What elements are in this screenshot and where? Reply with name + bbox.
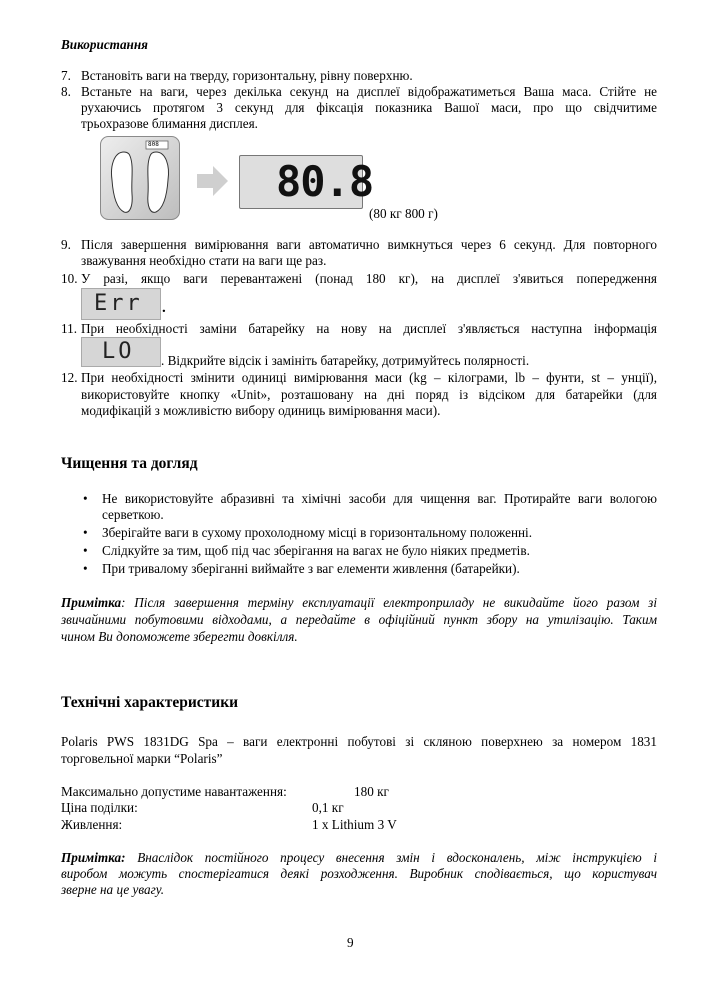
step-8-line-2: рухаючись протягом 3 секунд для фіксація показника Вашої маси, про що свідчитиме — [81, 100, 657, 115]
cleaning-note-text-1: : Після завершення терміну експлуатації електроприладу не викидайте його разом зі — [121, 595, 657, 610]
bullet-1-line-2: серветкою. — [102, 507, 164, 522]
bullet-4-marker: • — [83, 561, 88, 576]
specs-note-label: Примітка: — [61, 850, 126, 865]
specs-intro-line-2: торговельної марки “Polaris” — [61, 751, 223, 766]
cleaning-note-line-2: звичайними побутовими відходами, а передайте в офіційний пункт збору на утилізацію. Таким — [61, 612, 657, 627]
step-12-number: 12. — [61, 370, 78, 385]
specs-heading: Технічні характеристики — [61, 694, 239, 711]
step-8-line-1: Встаньте на ваги, через декілька секунд на дисплеї відображатиметься Ваша маса. Стійте не — [81, 84, 657, 99]
step-10-number: 10. — [61, 271, 78, 286]
step-12-line-1: При необхідності змінити одиниці вимірювання маси (kg – кілограми, lb – фунти, st – унції), — [81, 370, 657, 385]
spec-power-label: Живлення: — [61, 817, 123, 832]
bullet-3-marker: • — [83, 543, 88, 558]
cleaning-heading: Чищення та догляд — [61, 455, 198, 472]
page-number: 9 — [347, 935, 354, 950]
step-9-number: 9. — [61, 237, 71, 252]
err-display — [81, 288, 161, 320]
step-8-line-3: трьохразове блимання дисплея. — [81, 116, 258, 131]
bullet-3-text: Слідкуйте за тим, щоб під час зберігання на вагах не було ніяких предметів. — [102, 543, 530, 558]
step-10-text: У разі, якщо ваги перевантажені (понад 180 кг), на дисплеї з'явиться попередження — [81, 271, 657, 286]
err-display-text: Err — [94, 291, 143, 316]
specs-note-text-1: Внаслідок постійного процесу внесення змін і вдосконалень, між інструкцією і — [125, 850, 657, 865]
section-heading: Використання — [61, 37, 148, 52]
scale-illustration — [100, 136, 180, 220]
bullet-4-text: При тривалому зберіганні виймайте з ваг елементи живлення (батарейки). — [102, 561, 520, 576]
cleaning-note-line-1 — [61, 595, 657, 612]
spec-division-value: 0,1 кг — [312, 800, 344, 815]
cleaning-note-line-3: чином Ви допоможете зберегти довкілля. — [61, 629, 298, 644]
step-7-number: 7. — [61, 68, 71, 83]
spec-max-load-value: 180 кг — [354, 784, 389, 799]
cleaning-note-label: Примітка — [61, 595, 122, 610]
scale-small-display: 808 — [148, 141, 159, 148]
bullet-1-line-1: Не використовуйте абразивні та хімічні засоби для чищення ваг. Протирайте ваги вологою — [102, 491, 657, 506]
step-12-line-2: використовуйте кнопку «Unit», розташовану на дні поряд із відсіком для батарейки (для — [81, 387, 657, 402]
display-reading: 80.8 — [276, 157, 374, 206]
step-9-line-1: Після завершення вимірювання ваги автоматично вимкнуться через 6 секунд. Для повторного — [81, 237, 657, 252]
specs-note-line-3: зверне на це увагу. — [61, 882, 165, 897]
step-7-text: Встановіть ваги на тверду, горизонтальну, рівну поверхню. — [81, 68, 413, 83]
step-9-line-2: зважування необхідно стати на ваги ще раз. — [81, 253, 327, 268]
bullet-2-text: Зберігайте ваги в сухому прохолодному місці в горизонтальному положенні. — [102, 525, 533, 540]
spec-division-label: Ціна поділки: — [61, 800, 138, 815]
err-period: . — [162, 300, 166, 316]
spec-power-value: 1 х Lithium 3 V — [312, 817, 397, 832]
step-8-number: 8. — [61, 84, 71, 99]
lo-display-text: LO — [102, 339, 135, 364]
specs-note-line-2: виробом можуть спостерігатися деякі розходження. Виробник сподівається, що користувач — [61, 866, 657, 881]
step-11-text: При необхідності заміни батарейку на нову на дисплеї з'являється наступна інформація — [81, 321, 657, 336]
specs-intro-line-1: Polaris PWS 1831DG Spa – ваги електронні побутові зі скляною поверхнею за номером 1831 — [61, 734, 657, 749]
scale-display — [239, 155, 374, 209]
step-11-tail: . Відкрийте відсік і замініть батарейку, дотримуйтесь полярності. — [161, 353, 530, 368]
bullet-1-marker: • — [83, 491, 88, 506]
lo-display — [81, 337, 161, 367]
figure-caption: (80 кг 800 г) — [369, 206, 438, 221]
step-12-line-3: модифікацій з можливістю вибору одиниць вимірювання маси). — [81, 403, 441, 418]
step-11-number: 11. — [61, 321, 77, 336]
spec-max-load-label: Максимально допустиме навантаження: — [61, 784, 287, 799]
specs-note-line-1 — [61, 850, 657, 867]
bullet-2-marker: • — [83, 525, 88, 540]
arrow-right-icon — [197, 165, 229, 197]
